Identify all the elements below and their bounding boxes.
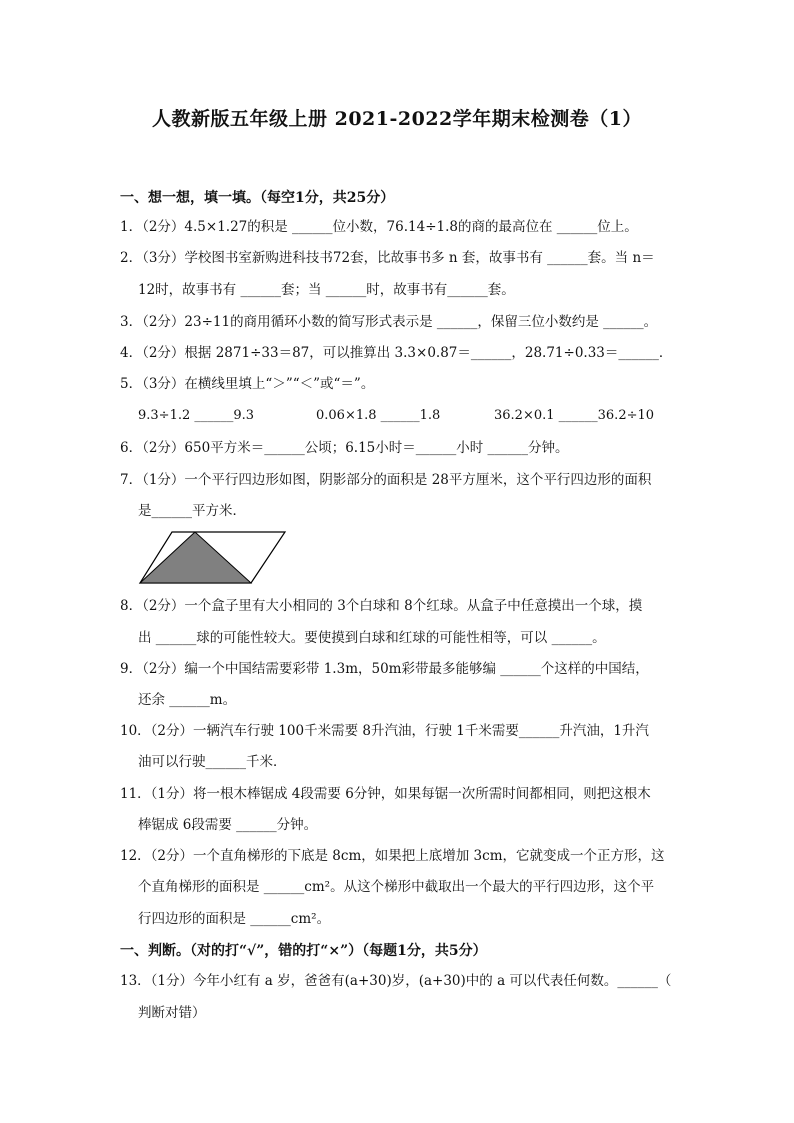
question-12-line-2: 个直角梯形的面积是 ______cm²。从这个梯形中截取出一个最大的平行四边形，这个平 [138,879,655,895]
question-3: 3．（2分）23÷11的商用循环小数的简写形式表示是 ______，保留三位小数约是 ______。 [120,314,658,330]
question-13-line-1: 13．（1分）今年小红有 a 岁，爸爸有(a+30)岁，(a+30)中的 a 可以代表任何数。______（ [120,973,672,989]
compare-item-1: 9.3÷1.2 ______9.3 [138,408,255,423]
question-12-line-3: 行四边形的面积是 ______cm²。 [138,911,331,927]
question-11-line-2: 棒锯成 6段需要 ______分钟。 [138,817,318,833]
question-13-line-2: 判断对错） [138,1005,206,1021]
question-8-line-2: 出 ______球的可能性较大。要使摸到白球和红球的可能性相等，可以 ______。 [138,630,606,646]
question-7-line-1: 7．（1分）一个平行四边形如图，阴影部分的面积是 28平方厘米，这个平行四边形的面积 [120,472,652,488]
section-fill-in-heading: 一、想一想，填一填。（每空1分，共25分） [120,190,395,206]
question-2-line-2: 12时，故事书有 ______套；当 ______时，故事书有______套。 [138,282,515,298]
question-7-line-2: 是______平方米． [138,503,246,519]
compare-item-3: 36.2×0.1 ______36.2÷10 [494,408,655,423]
question-5: 5．（3分）在横线里填上“＞”“＜”或“＝”。 [120,376,375,392]
question-9-line-2: 还余 ______m。 [138,692,237,708]
section-judgement-heading: 一、判断。（对的打“√”，错的打“×”）（每题1分，共5分） [120,943,487,959]
question-9-line-1: 9．（2分）编一个中国结需要彩带 1.3m，50m彩带最多能够编 ______个这样的中国结， [120,661,649,677]
question-10-line-2: 油可以行驶______千米． [138,754,287,770]
question-10-line-1: 10．（2分）一辆汽车行驶 100千米需要 8升汽油，行驶 1千米需要______升汽油，1升汽 [120,723,649,739]
question-12-line-1: 12．（2分）一个直角梯形的下底是 8cm，如果把上底增加 3cm，它就变成一个正方形，这 [120,848,665,864]
question-2-line-1: 2．（3分）学校图书室新购进科技书72套，比故事书多 n 套，故事书有 ______套。当 n＝ [120,250,655,266]
question-11-line-1: 11．（1分）将一根木棒锯成 4段需要 6分钟，如果每锯一次所需时间都相同，则把这根木 [120,786,651,802]
question-4: 4．（2分）根据 2871÷33＝87，可以推算出 3.3×0.87＝______，28.71÷0.33＝______． [120,345,673,361]
question-8-line-1: 8．（2分）一个盒子里有大小相同的 3个白球和 8个红球。从盒子中任意摸出一个球，摸 [120,598,643,614]
parallelogram-figure [138,530,288,586]
question-1: 1．（2分）4.5×1.27的积是 ______位小数，76.14÷1.8的商的最高位在 ______位上。 [120,219,638,235]
compare-item-2: 0.06×1.8 ______1.8 [316,408,441,423]
question-6: 6．（2分）650平方米＝______公顷；6.15小时＝______小时 ______分钟。 [120,440,569,456]
page-title: 人教新版五年级上册 2021-2022学年期末检测卷（1） [152,108,642,130]
